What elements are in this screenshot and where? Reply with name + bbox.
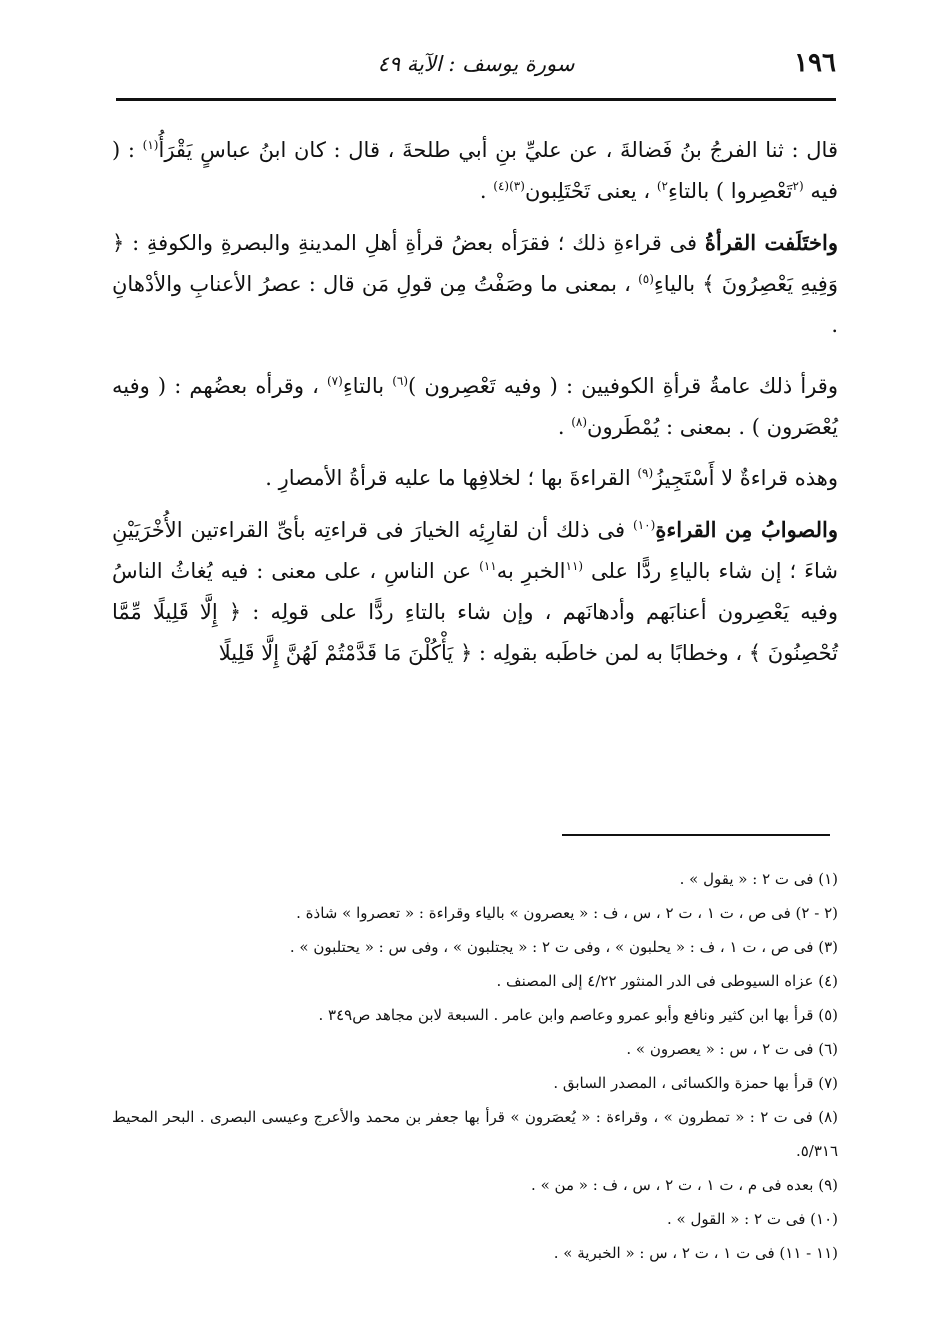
footnote-ref-6: (٦) [392,374,409,388]
footnote-ref-11-start: (١١ [565,559,584,573]
footnote-ref-11-end: ١١) [479,559,497,573]
text-run: . [557,415,572,439]
text-run: القراءةَ بها ؛ لخلافِها ما عليه قرأةُ الأمصارِ . [265,466,638,490]
text-run: عن الناسِ ، على معنى : فيه يُغاثُ الناسُ وفيه يَعْصِرون أعنابَهم وأدهانَهم ، وإن شاء بالتاءِ ردًّا على قولِه : ﴿ إِلَّا قَلِيلًا مِّمَّا تُحْصِنُونَ ﴾ ، وخطابًا به لمن خاطَبه بقولِه : ﴿ يَأْكُلْنَ مَا قَدَّمْتُمْ لَهُنَّ إِلَّا قَلِيلًا [112,559,838,665]
footnote: (٨) فى ت ٢ : « تمطرون » ، وقراءة : « يُعصَرون » قرأ بها جعفر بن محمد والأعرج وعيسى البصرى . البحر المحيط ٥/٣١٦. [112,1108,838,1160]
text-run: تَعْصِروا ) بالتاءِ [668,179,793,203]
header-rule [116,98,836,101]
footnote: (٩) بعده فى م ، ت ١ ، ت ٢ ، س ، ف : « من » . [531,1176,838,1194]
text-run: ، بمعنى ما وصَفْتُ مِن قولِ مَن قال : عصرُ الأعنابِ والأدْهانِ . [112,272,838,337]
text-run: وهذه قراءةٌ لا أَسْتَجِيزُ [653,466,838,490]
footnote: (٧) قرأ بها حمزة والكسائى ، المصدر السابق . [553,1074,838,1092]
footnote-ref-2-end: ٢) [656,179,668,193]
text-run: وقرأ ذلك عامةُ قرأةِ الكوفيين : ( وفيه تَعْصِرون ) [408,374,838,398]
running-title: سورة يوسف : الآية ٤٩ [377,52,575,76]
text-run: قال : ثنا الفرجُ بنُ فَضالةَ ، عن عليِّ بنِ أبي طلحةَ ، قال : كان ابنُ عباسٍ يَقْرَأُ [158,138,838,162]
footnote-ref-3-4: (٣)(٤) [493,179,525,193]
footnote-ref-10: (١٠) [633,518,656,532]
footnote-ref-5: (٥) [638,272,654,286]
paragraph-4 [112,458,838,499]
footnote: (٣) فى ص ، ت ١ ، ف : « يحلبون » ، وفى ت ٢ : « يجتلبون » ، وفى س : « يحتلبون » . [289,938,838,956]
text-run: . [479,179,494,203]
text-run: بالتاءِ [342,374,393,398]
page-number: ١٩٦ [794,48,836,78]
text-run: فى ذلك أن لقارِئِه الخيارَ فى قراءتِه بأىِّ القراءتين الأُخْرَيَيْنِ شاءَ ؛ إن شاء بالياءِ ردًّا على [112,518,839,583]
paragraph-2 [112,222,838,346]
footnote: (١) فى ت ٢ : « يقول » . [679,870,838,888]
page-header [116,48,836,88]
footnote-ref-8: (٨) [571,415,588,429]
footnote: (٦) فى ت ٢ ، س : « يعصرون » . [626,1040,838,1058]
paragraph-5 [112,509,838,674]
footnote-ref-9: (٩) [637,466,654,480]
section-lead: والصوابُ مِن القراءةِ [655,517,838,542]
text-run: ، وقرأه بعضُهم : ( وفيه يُعْصَرون ) . بمعنى : يُمْطَرون [112,374,838,439]
footnote: (١٠) فى ت ٢ : « القول » . [667,1210,838,1228]
section-lead: واختَلَفت القرأةُ [704,230,838,255]
text-run: : ( فيه [112,138,838,203]
footnote-rule [562,834,830,836]
footnote: (٤) عزاه السيوطى فى الدر المنثور ٤/٢٢ إلى المصنف . [496,972,838,990]
footnote-ref-1: (١) [142,138,159,152]
footnote: (٢ - ٢) فى ص ، ت ١ ، ت ٢ ، س ، ف : « يعصرون » بالياء وقراءة : « تعصروا » شاذة . [296,904,838,922]
text-run: ، يعنى تَحْتَلِبون [524,179,657,203]
paragraph-3 [112,366,838,448]
footnote-ref-7: (٧) [326,374,343,388]
footnote: (٥) قرأ بها ابن كثير ونافع وأبو عمرو وعاصم وابن عامر . السبعة لابن مجاهد ص٣٤٩ . [318,1006,838,1024]
paragraph-1 [112,130,838,212]
main-text [112,130,838,694]
text-run: الخبرِ به [496,559,566,583]
text-run: فى قراءةِ ذلك ؛ فقرَأه بعضُ قرأةِ أهلِ المدينةِ والبصرةِ والكوفةِ : ﴿ وَفِيهِ يَعْصِرُونَ ﴾ بالياءِ [112,231,838,296]
footnote-ref-2-start: (٢ [792,179,804,193]
footnote: (١١ - ١١) فى ت ١ ، ت ٢ ، س : « الخبرية » . [553,1244,838,1262]
footnotes [112,862,838,1270]
